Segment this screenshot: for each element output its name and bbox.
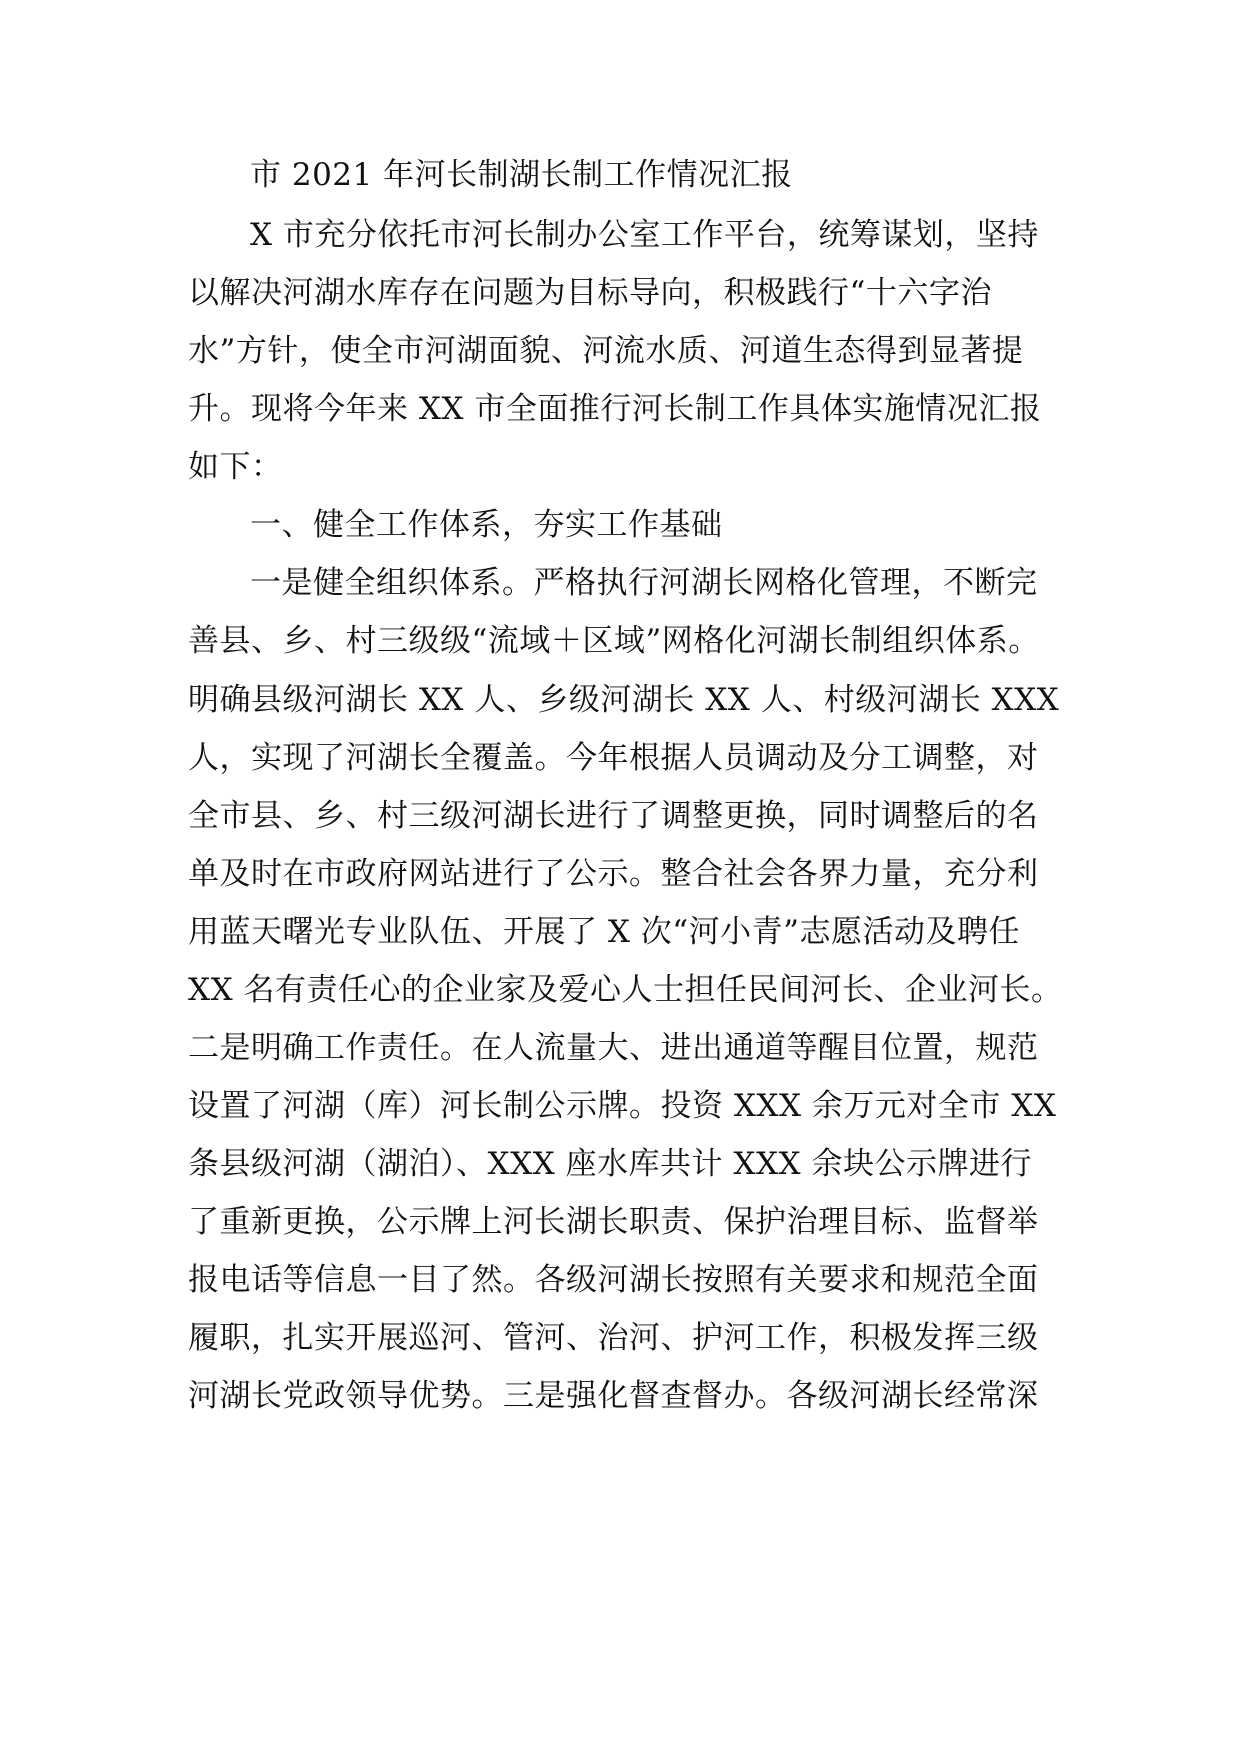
paragraph-line: 了重新更换，公示牌上河长湖长职责、保护治理目标、监督举 [188, 1204, 1039, 1240]
paragraph-line: 如下： [188, 449, 283, 485]
paragraph-line: 明确县级河湖长 XX 人、乡级河湖长 XX 人、村级河湖长 XXX [188, 682, 1060, 718]
paragraph-line: X 市充分依托市河长制办公室工作平台，统筹谋划，坚持 [250, 217, 1039, 253]
paragraph-line: 一是健全组织体系。严格执行河湖长网格化管理，不断完 [250, 565, 1038, 601]
paragraph-line: 水”方针，使全市河湖面貌、河流水质、河道生态得到显著提 [188, 333, 1024, 369]
paragraph-line: 升。现将今年来 XX 市全面推行河长制工作具体实施情况汇报 [188, 391, 1042, 427]
paragraph-line: 用蓝天曙光专业队伍、开展了 X 次“河小青”志愿活动及聘任 [188, 914, 1020, 950]
document-title: 市 2021 年河长制湖长制工作情况汇报 [250, 157, 793, 193]
section-heading: 一、健全工作体系，夯实工作基础 [250, 507, 723, 543]
paragraph-line: 河湖长党政领导优势。三是强化督查督办。各级河湖长经常深 [188, 1378, 1039, 1414]
paragraph-line: 善县、乡、村三级级“流域＋区域”网格化河湖长制组织体系。 [188, 623, 1040, 659]
paragraph-line: 条县级河湖（湖泊）、XXX 座水库共计 XXX 余块公示牌进行 [188, 1146, 1032, 1182]
paragraph-line: 以解决河湖水库存在问题为目标导向，积极践行“十六字治 [188, 275, 992, 311]
paragraph-line: XX 名有责任心的企业家及爱心人士担任民间河长、企业河长。 [188, 972, 1063, 1008]
paragraph-line: 二是明确工作责任。在人流量大、进出通道等醒目位置，规范 [188, 1030, 1039, 1066]
paragraph-line: 全市县、乡、村三级河湖长进行了调整更换，同时调整后的名 [188, 798, 1039, 834]
paragraph-line: 报电话等信息一目了然。各级河湖长按照有关要求和规范全面 [188, 1262, 1039, 1298]
paragraph-line: 人，实现了河湖长全覆盖。今年根据人员调动及分工调整，对 [188, 740, 1039, 776]
paragraph-line: 单及时在市政府网站进行了公示。整合社会各界力量，充分利 [188, 856, 1039, 892]
paragraph-line: 设置了河湖（库）河长制公示牌。投资 XXX 余万元对全市 XX [188, 1088, 1057, 1124]
paragraph-line: 履职，扎实开展巡河、管河、治河、护河工作，积极发挥三级 [188, 1320, 1039, 1356]
